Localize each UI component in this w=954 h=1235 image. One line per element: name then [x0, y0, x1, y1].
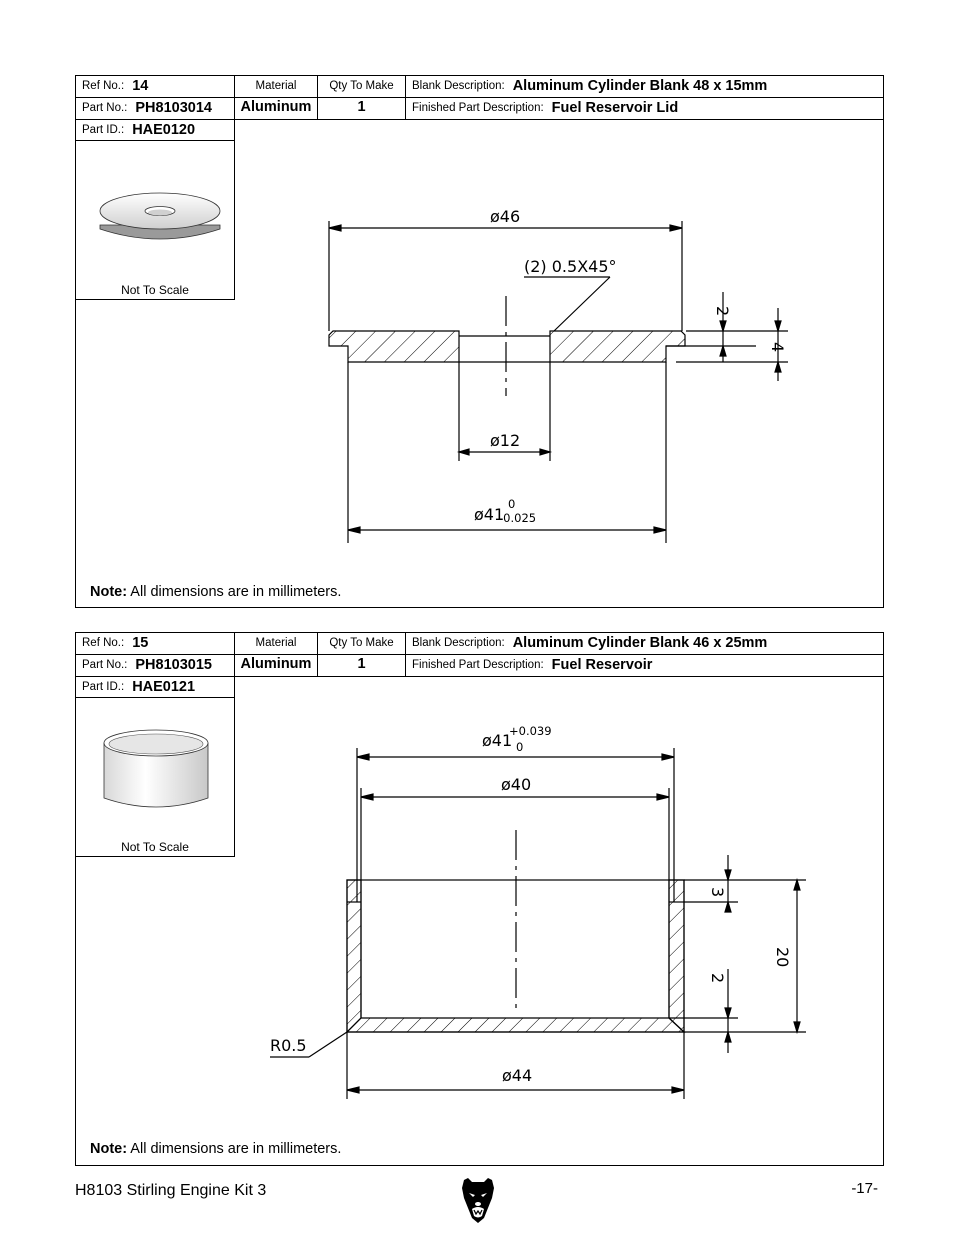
- part-sheet-14: [75, 75, 884, 608]
- qty-label: Qty To Make: [318, 76, 406, 98]
- ref-label: Ref No.:: [82, 637, 125, 650]
- part-no-value: PH8103014: [135, 100, 212, 117]
- dim-tol-upper: 0: [508, 497, 516, 511]
- blank-value: Aluminum Cylinder Blank 48 x 15mm: [512, 78, 768, 95]
- footer-title: H8103 Stirling Engine Kit 3: [75, 1182, 267, 1199]
- blank-label: Blank Description:: [412, 80, 505, 93]
- material-value: Aluminum: [235, 98, 318, 120]
- not-to-scale-label: Not To Scale: [121, 840, 189, 854]
- part-no-label: Part No.:: [82, 102, 128, 115]
- dim-outer-dia: ø46: [490, 207, 521, 226]
- bear-head-icon: [458, 1176, 498, 1224]
- finished-value: Fuel Reservoir: [551, 657, 653, 674]
- dim-2: 2: [713, 306, 732, 317]
- page-number: -17-: [851, 1180, 878, 1197]
- dim-2: 2: [708, 973, 727, 984]
- part-id-label: Part ID.:: [82, 681, 125, 693]
- part-no-label: Part No.:: [82, 659, 128, 672]
- finished-label: Finished Part Description:: [412, 102, 544, 115]
- qty-label: Qty To Make: [318, 633, 406, 655]
- dim-inner-dia: ø40: [501, 775, 532, 794]
- dim-3: 3: [708, 887, 727, 898]
- dim-outer-dia: ø44: [502, 1066, 533, 1085]
- dim-tol-upper: +0.039: [509, 724, 552, 738]
- finished-value: Fuel Reservoir Lid: [551, 100, 679, 117]
- not-to-scale-label: Not To Scale: [121, 283, 189, 297]
- qty-value: 1: [318, 98, 406, 120]
- ref-value: 15: [132, 635, 149, 652]
- material-label: Material: [235, 76, 318, 98]
- blank-value: Aluminum Cylinder Blank 46 x 25mm: [512, 635, 768, 652]
- dim-tol-lower: -0.025: [499, 511, 537, 525]
- dim-20: 20: [773, 947, 792, 968]
- note: [90, 584, 341, 600]
- part-no-value: PH8103015: [135, 657, 212, 674]
- note-label: Note:: [90, 1141, 128, 1157]
- note-text: All dimensions are in millimeters.: [130, 584, 342, 600]
- finished-label: Finished Part Description:: [412, 659, 544, 672]
- dim-tol-lower: 0: [516, 740, 524, 754]
- dim-hole-dia: ø12: [490, 431, 521, 450]
- reservoir-drawing: [76, 633, 884, 1133]
- dim-4: 4: [768, 342, 787, 353]
- material-value: Aluminum: [235, 655, 318, 677]
- material-label: Material: [235, 633, 318, 655]
- part-sheet-15: [75, 632, 884, 1166]
- ref-value: 14: [132, 78, 149, 95]
- ref-label: Ref No.:: [82, 80, 125, 93]
- qty-value: 1: [318, 655, 406, 677]
- lid-drawing: [76, 76, 884, 576]
- note: [90, 1141, 341, 1157]
- note-label: Note:: [90, 584, 128, 600]
- blank-label: Blank Description:: [412, 637, 505, 650]
- dim-spigot-dia: ø41: [474, 505, 505, 524]
- dim-radius: R0.5: [270, 1036, 307, 1055]
- part-id-label: Part ID.:: [82, 124, 125, 136]
- part-id-value: HAE0121: [132, 679, 196, 695]
- dim-chamfer: (2) 0.5X45°: [524, 257, 617, 276]
- note-text: All dimensions are in millimeters.: [130, 1141, 342, 1157]
- part-id-value: HAE0120: [132, 122, 196, 138]
- dim-bore-dia: ø41: [482, 731, 513, 750]
